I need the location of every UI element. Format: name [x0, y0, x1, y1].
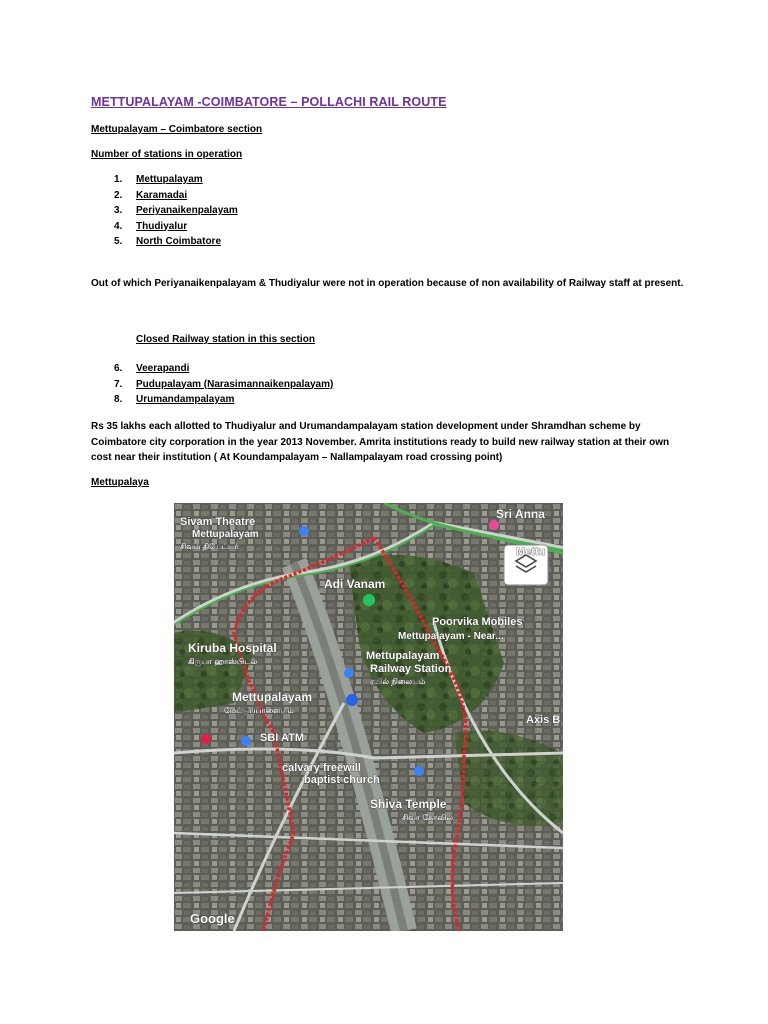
google-logo: Google — [190, 911, 235, 926]
map-label: Axis B — [526, 714, 561, 726]
map-label: சிவம் தியேட்டர் — [180, 542, 239, 551]
church-pin-icon — [414, 766, 424, 776]
section-heading: Mettupalayam – Coimbatore section — [91, 124, 263, 135]
map-label: Shiva Temple — [370, 797, 447, 811]
map-label: சிவா கோவில் — [402, 813, 454, 822]
list-item: 2. Karamadai — [114, 189, 188, 201]
map-label: ரயில் நிலையம் — [370, 677, 426, 686]
transit-icon — [346, 694, 358, 706]
map-label: Railway Station — [370, 663, 452, 675]
map-label: Adi Vanam — [324, 577, 386, 591]
closed-heading: Closed Railway station in this section — [136, 334, 315, 345]
map-image — [174, 503, 563, 931]
map-label: calvary freewill — [282, 762, 361, 774]
map-label: Mettupalayam — [192, 529, 259, 540]
map-label: கிருபா ஹாஸ்பிடல் — [188, 657, 258, 666]
map-caption: Mettupalaya — [91, 477, 149, 488]
map-label: baptist church — [304, 774, 380, 786]
map-label: Mettupalayam — [366, 650, 440, 662]
closed-stations-list — [114, 363, 333, 410]
stations-heading: Number of stations in operation — [91, 149, 243, 160]
map-label: Kiruba Hospital — [188, 641, 277, 655]
hospital-pin-icon — [201, 734, 211, 744]
map-label: Sivam Theatre — [180, 516, 256, 528]
map-label: Mettu — [516, 546, 546, 558]
list-item: 7. Pudupalayam (Narasimannaikenpalayam) — [114, 378, 334, 390]
list-item: 8. Urumandampalayam — [114, 394, 235, 405]
map-label: மேட்டுப்பாளையம் — [224, 706, 294, 715]
map-pin-icon — [299, 526, 309, 536]
document-title: METTUPALAYAM -COIMBATORE – POLLACHI RAIL ROUTE — [91, 95, 447, 109]
map-label: Poorvika Mobiles — [432, 616, 523, 628]
satellite-map — [174, 503, 563, 931]
map-label: Sri Anna — [496, 507, 545, 521]
stations-list — [114, 174, 238, 252]
park-pin-icon — [363, 594, 375, 606]
map-label: Mettupalayam — [232, 690, 313, 704]
shop-pin-icon — [489, 520, 499, 530]
list-item: 5. North Coimbatore — [114, 236, 221, 247]
map-label: Mettupalayam - Near... — [398, 631, 504, 642]
list-item: 1. Mettupalayam — [114, 174, 203, 185]
list-item: 6. Veerapandi — [114, 363, 190, 374]
map-label: SBI ATM — [260, 732, 304, 744]
development-paragraph: Rs 35 lakhs each allotted to Thudiyalur and Urumandampalayam station development under Shramdhan scheme by Coimbatore city corporation in the year 2013 November. Amrita institutions ready to build new railway station at their own cost near their institution ( At Koundampalayam – Nallampalayam road crossing point) — [91, 421, 670, 463]
list-item: 3. Periyanaikenpalayam — [114, 205, 238, 216]
atm-pin-icon — [241, 736, 251, 746]
operation-note: Out of which Periyanaikenpalayam & Thudiyalur were not in operation because of non availability of Railway staff at present. — [91, 278, 684, 289]
map-pin-icon — [344, 668, 354, 678]
list-item: 4. Thudiyalur — [114, 220, 188, 232]
